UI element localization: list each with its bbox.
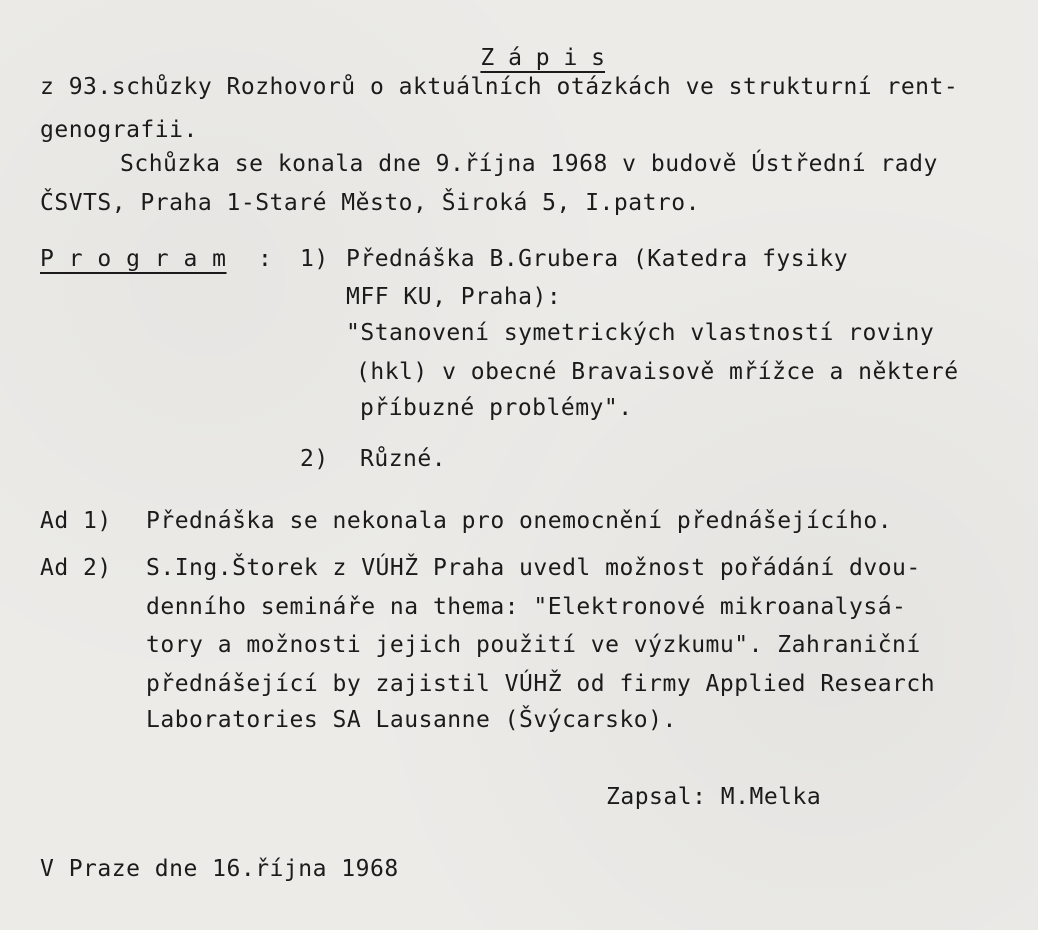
program-item-2-text: Různé. xyxy=(360,446,447,472)
meeting-line-2: ČSVTS, Praha 1-Staré Město, Široká 5, I.patro. xyxy=(40,190,700,216)
ad2-label: Ad 2) xyxy=(40,555,112,581)
program-item-1-line-1: Přednáška B.Grubera (Katedra fysiky xyxy=(346,246,849,272)
program-item-1-line-3: "Stanovení symetrických vlastností roviny xyxy=(346,320,935,346)
ad1-label: Ad 1) xyxy=(40,508,112,534)
program-label: P r o g r a m xyxy=(40,246,227,272)
program-item-1-line-5: příbuzné problémy". xyxy=(360,395,633,421)
intro-line-2: genografii. xyxy=(40,117,198,143)
program-item-1-line-2: MFF KU, Praha): xyxy=(346,284,562,310)
ad1-text: Přednáška se nekonala pro onemocnění přednášejícího. xyxy=(146,508,893,534)
program-item-1-line-4: (hkl) v obecné Bravaisově mřížce a některé xyxy=(356,359,959,385)
intro-line-1: z 93.schůzky Rozhovorů o aktuálních otázkách ve strukturní rent- xyxy=(40,74,959,100)
signature-line: Zapsal: M.Melka xyxy=(606,784,822,810)
ad2-line-2: denního semináře na thema: "Elektronové mikroanalysá- xyxy=(146,594,907,620)
program-colon: : xyxy=(258,246,273,272)
ad2-line-1: S.Ing.Štorek z VÚHŽ Praha uvedl možnost pořádání dvou- xyxy=(146,555,921,581)
ad2-line-5: Laboratories SA Lausanne (Švýcarsko). xyxy=(146,707,677,733)
place-date-line: V Praze dne 16.října 1968 xyxy=(40,856,399,882)
document-title-text: Z á p i s xyxy=(480,45,606,71)
program-item-2-number: 2) xyxy=(300,446,329,472)
ad2-line-3: tory a možnosti jejich použití ve výzkumu". Zahraniční xyxy=(146,632,921,658)
ad2-line-4: přednášející by zajistil VÚHŽ od firmy Applied Research xyxy=(146,671,936,697)
meeting-line-1: Schůzka se konala dne 9.října 1968 v budově Ústřední rady xyxy=(120,151,938,177)
program-item-1-number: 1) xyxy=(300,246,329,272)
